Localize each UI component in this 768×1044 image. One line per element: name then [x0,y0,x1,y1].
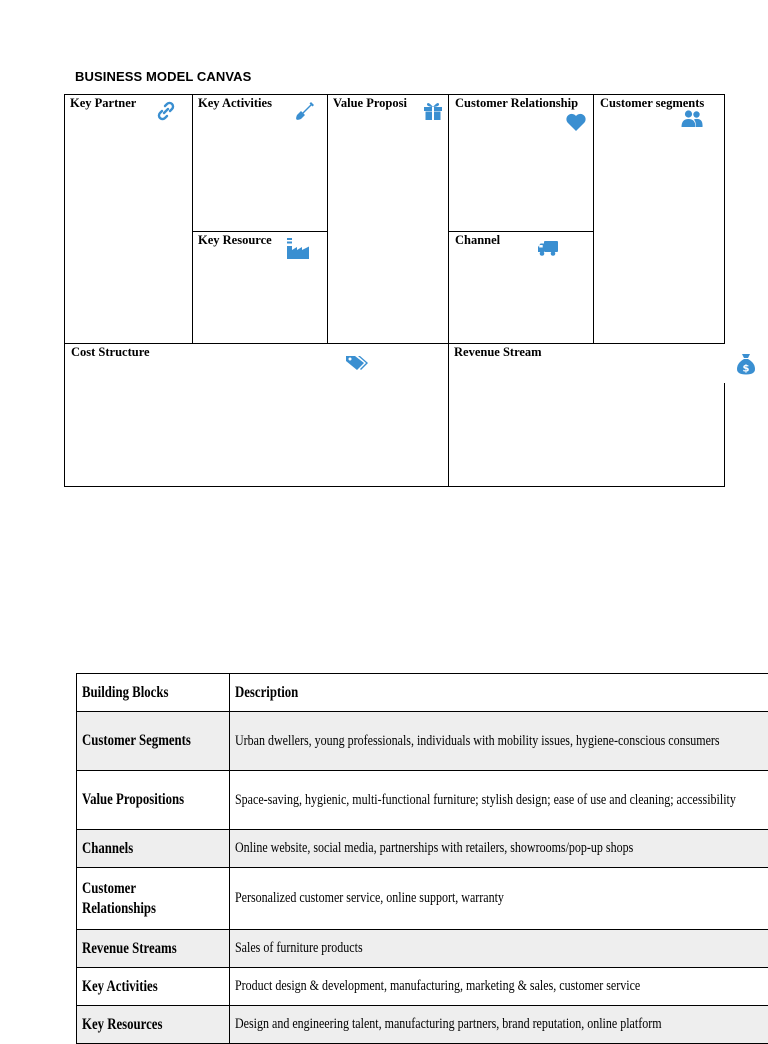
truck-icon [536,236,560,260]
table-header-row [77,674,768,712]
tags-icon [345,350,369,374]
canvas-divider-horizontal [64,343,725,344]
link-icon [154,99,178,123]
gift-icon [421,99,445,123]
table-row-description: Product design & development, manufacturing, marketing & sales, customer service [230,968,768,1006]
factory-icon [286,237,310,261]
table-row-description: Online website, social media, partnerships with retailers, showrooms/pop-up shops [230,830,768,868]
key-resource-label: Key Resource [198,233,272,248]
customer-segments-label: Customer segments [600,96,716,111]
table-row [77,930,768,968]
table-row [77,868,768,930]
canvas-divider-v4 [593,94,594,344]
users-icon [680,106,704,130]
canvas-divider-relationship [448,231,594,232]
table-row-description: Space-saving, hygienic, multi-functional furniture; stylish design; ease of use and cleaning; accessibility [230,771,768,830]
svg-text:$: $ [743,364,750,375]
value-proposition-label: Value Proposi [333,96,421,111]
canvas-divider-v2 [327,94,328,344]
canvas-divider-v3 [448,94,449,487]
table-row [77,968,768,1006]
table-row-block: Value Propositions [77,771,230,830]
building-blocks-table [76,673,768,1044]
table-row-block: Channels [77,830,230,868]
table-row-block: Key Activities [77,968,230,1006]
heart-icon [564,110,588,134]
table-row-block: Customer Relationships [77,868,230,930]
table-row [77,771,768,830]
canvas-divider-activities [192,231,328,232]
shovel-icon [293,99,317,123]
canvas-border-right-bottom [724,383,725,487]
revenue-stream-label: Revenue Stream [454,345,542,360]
canvas-border-right-top [724,94,725,344]
key-partner-label: Key Partner [70,96,136,111]
table-row-description: Urban dwellers, young professionals, individuals with mobility issues, hygiene-conscious consumers [230,712,768,771]
table-header-building-blocks: Building Blocks [77,674,230,712]
table-row [77,830,768,868]
canvas-divider-v1 [192,94,193,344]
table-row-description: Personalized customer service, online support, warranty [230,868,768,930]
canvas-title: BUSINESS MODEL CANVAS [75,69,251,84]
key-activities-label: Key Activities [198,96,272,111]
canvas-border-top [64,94,725,95]
cost-structure-label: Cost Structure [71,345,150,360]
table-row-description: Sales of furniture products [230,930,768,968]
canvas-border-bottom [64,486,725,487]
table-row-block: Key Resources [77,1006,230,1044]
table-row-block: Revenue Streams [77,930,230,968]
channel-label: Channel [455,233,500,248]
table-row-block: Customer Segments [77,712,230,771]
table-row [77,1006,768,1044]
money-bag-icon [734,352,758,376]
table-row-description: Design and engineering talent, manufacturing partners, brand reputation, online platform [230,1006,768,1044]
table-row [77,712,768,771]
canvas-border-left [64,94,65,487]
table-header-description: Description [230,674,768,712]
customer-relationship-label: Customer Relationship [455,96,578,111]
